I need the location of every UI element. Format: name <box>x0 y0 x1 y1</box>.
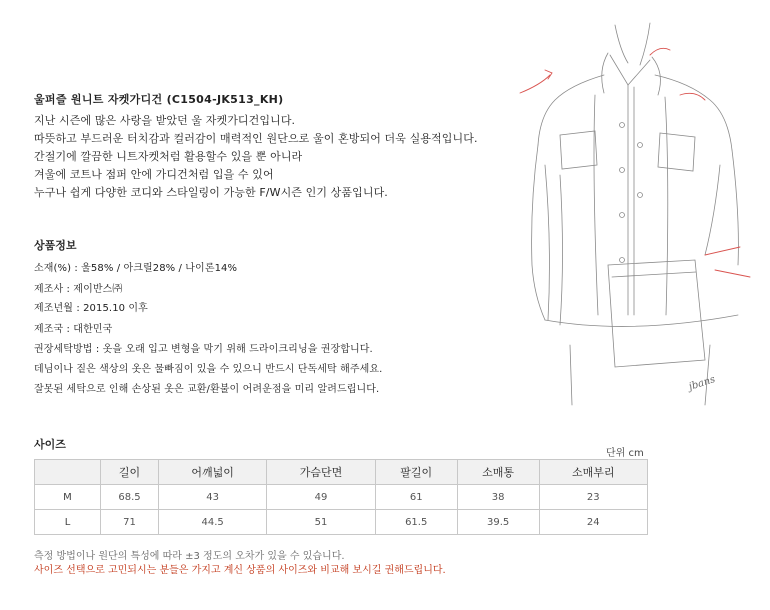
header-cell: 소매부리 <box>539 460 647 485</box>
description-line: 지난 시즌에 많은 사랑을 받았던 울 자켓가디건입니다. <box>34 114 296 127</box>
header-cell <box>35 460 101 485</box>
size-label: L <box>35 510 101 535</box>
measurement-note: 측정 방법이나 원단의 특성에 따라 ±3 정도의 오차가 있을 수 있습니다. <box>34 551 345 562</box>
description-line: 간절기에 깔끔한 니트자켓처럼 활용할수 있을 뿐 아니라 <box>34 150 303 163</box>
table-cell: 39.5 <box>457 510 539 535</box>
table-cell: 61 <box>375 485 457 510</box>
table-cell: 51 <box>267 510 375 535</box>
description-line: 따뜻하고 부드러운 터치감과 컬러감이 매력적인 원단으로 울이 혼방되어 더욱 실용적입니다. <box>34 132 478 145</box>
spec-manufacturer: 제조사 : 제이반스㈜ <box>34 284 123 295</box>
size-label: M <box>35 485 101 510</box>
size-heading: 사이즈 <box>34 438 66 451</box>
table-cell: 71 <box>101 510 159 535</box>
table-cell: 61.5 <box>375 510 457 535</box>
size-warning: 사이즈 선택으로 고민되시는 분들은 가지고 계신 상품의 사이즈와 비교해 보시길 권해드립니다. <box>34 565 446 576</box>
table-row <box>35 485 648 510</box>
header-cell: 길이 <box>101 460 159 485</box>
spec-heading: 상품정보 <box>34 239 77 252</box>
table-cell: 24 <box>539 510 647 535</box>
header-cell: 소매통 <box>457 460 539 485</box>
spec-material: 소재(%) : 울58% / 아크릴28% / 나이론14% <box>34 263 238 274</box>
spec-care: 권장세탁방법 : 옷을 오래 입고 변형을 막기 위해 드라이크리닝을 권장합니다. <box>34 344 373 355</box>
table-cell: 23 <box>539 485 647 510</box>
spec-country: 제조국 : 대한민국 <box>34 324 113 335</box>
size-unit: 단위 cm <box>606 448 644 459</box>
jacket-sketch-illustration <box>500 15 765 415</box>
table-cell: 43 <box>158 485 266 510</box>
spec-care-note: 데님이나 짙은 색상의 옷은 물빠짐이 있을 수 있으니 반드시 단독세탁 해주세요. <box>34 364 383 375</box>
header-cell: 팔길이 <box>375 460 457 485</box>
spec-care-warning: 잘못된 세탁으로 인해 손상된 옷은 교환/환불이 어려운점을 미리 알려드립니다. <box>34 384 380 395</box>
header-cell: 가슴단면 <box>267 460 375 485</box>
table-cell: 44.5 <box>158 510 266 535</box>
size-table <box>34 459 648 535</box>
description-line: 누구나 쉽게 다양한 코디와 스타일링이 가능한 F/W시즌 인기 상품입니다. <box>34 186 388 199</box>
table-cell: 38 <box>457 485 539 510</box>
table-row <box>35 510 648 535</box>
description-line: 겨울에 코트나 점퍼 안에 가디건처럼 입을 수 있어 <box>34 168 274 181</box>
table-cell: 68.5 <box>101 485 159 510</box>
size-table-header <box>35 460 648 485</box>
spec-date: 제조년월 : 2015.10 이후 <box>34 303 148 314</box>
product-title: 울퍼즐 원니트 자켓가디건 (C1504-JK513_KH) <box>34 93 284 106</box>
table-cell: 49 <box>267 485 375 510</box>
header-cell: 어깨넓이 <box>158 460 266 485</box>
sketch-signature: jbans <box>687 374 717 393</box>
